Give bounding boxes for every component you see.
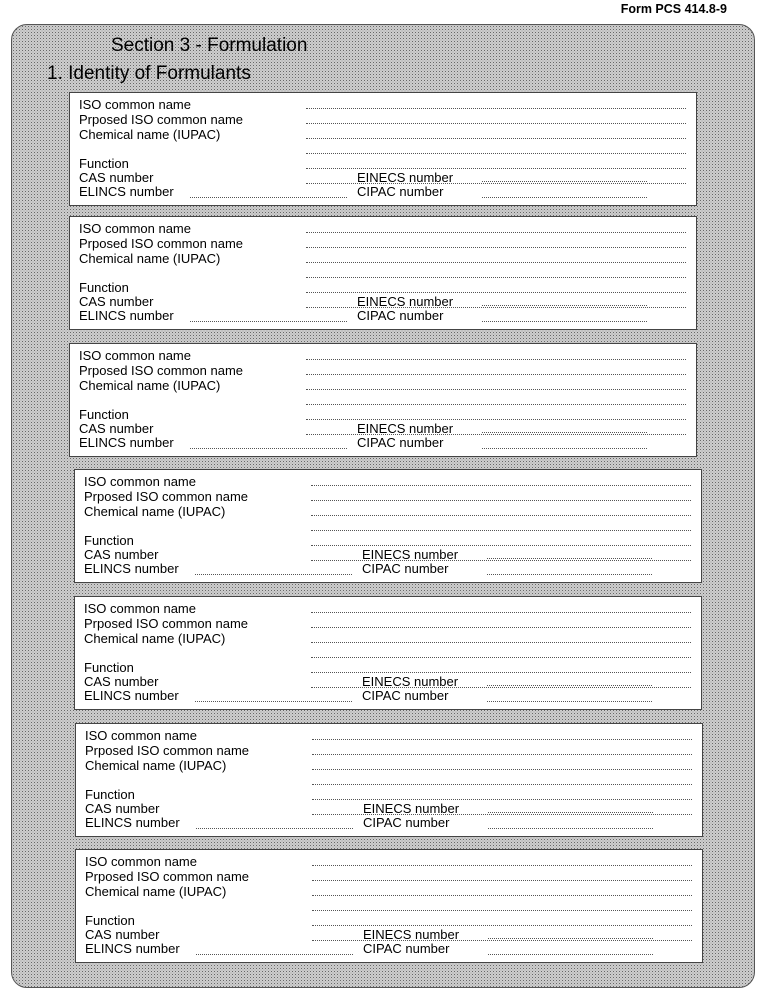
cas-number-label: CAS number [84,547,159,562]
chemical-name-field-line2[interactable] [312,784,692,785]
einecs-number-label: EINECS number [362,674,459,689]
formulant-box-5 [74,596,702,710]
chemical-name-field-line2[interactable] [312,910,692,911]
function-label: Function [84,660,134,675]
proposed-iso-name-label: Prposed ISO common name [85,869,250,884]
proposed-iso-name-label: Prposed ISO common name [79,363,244,378]
cipac-number-field[interactable] [488,954,653,955]
function-field[interactable] [306,292,686,293]
cipac-number-field[interactable] [482,197,647,198]
cipac-number-field[interactable] [482,448,647,449]
cipac-number-field[interactable] [487,574,652,575]
function-field[interactable] [312,925,692,926]
cipac-number-field[interactable] [487,701,652,702]
proposed-iso-name-label: Prposed ISO common name [79,236,244,251]
function-label: Function [79,407,129,422]
chemical-name-label: Chemical name (IUPAC) [79,378,221,393]
proposed-iso-name-field[interactable] [306,247,686,248]
chemical-name-field[interactable] [312,769,692,770]
elincs-number-field[interactable] [195,701,352,702]
iso-name-label: ISO common name [85,854,197,869]
cipac-number-field[interactable] [482,321,647,322]
cas-number-label: CAS number [79,421,154,436]
iso-name-label: ISO common name [85,728,197,743]
iso-name-field[interactable] [311,612,691,613]
chemical-name-label: Chemical name (IUPAC) [79,251,221,266]
iso-name-field[interactable] [312,739,692,740]
proposed-iso-name-field[interactable] [306,123,686,124]
cas-number-label: CAS number [79,294,154,309]
extra-field[interactable] [306,434,686,435]
chemical-name-field[interactable] [306,262,686,263]
formulant-box-6 [75,723,703,837]
chemical-name-label: Chemical name (IUPAC) [85,884,227,899]
elincs-number-field[interactable] [196,828,353,829]
chemical-name-field-line2[interactable] [306,277,686,278]
iso-name-label: ISO common name [84,601,196,616]
proposed-iso-name-label: Prposed ISO common name [84,489,249,504]
proposed-iso-name-label: Prposed ISO common name [84,616,249,631]
cipac-number-label: CIPAC number [363,815,450,830]
proposed-iso-name-field[interactable] [311,500,691,501]
elincs-number-label: ELINCS number [85,815,180,830]
einecs-number-field[interactable] [482,305,647,306]
extra-field[interactable] [311,560,691,561]
extra-field[interactable] [306,307,686,308]
function-field[interactable] [306,419,686,420]
formulant-box-7 [75,849,703,963]
extra-field[interactable] [306,183,686,184]
extra-field[interactable] [311,687,691,688]
form-id: Form PCS 414.8-9 [620,2,727,16]
elincs-number-field[interactable] [190,321,347,322]
elincs-number-field[interactable] [196,954,353,955]
function-field[interactable] [312,799,692,800]
iso-name-field[interactable] [306,108,686,109]
cipac-number-label: CIPAC number [357,308,444,323]
chemical-name-field-line2[interactable] [311,657,691,658]
elincs-number-label: ELINCS number [85,941,180,956]
einecs-number-field[interactable] [482,181,647,182]
chemical-name-label: Chemical name (IUPAC) [85,758,227,773]
cas-number-label: CAS number [79,170,154,185]
iso-name-field[interactable] [306,359,686,360]
section-title: Section 3 - Formulation [111,35,308,56]
proposed-iso-name-field[interactable] [312,880,692,881]
elincs-number-field[interactable] [190,197,347,198]
proposed-iso-name-field[interactable] [312,754,692,755]
proposed-iso-name-field[interactable] [311,627,691,628]
cas-number-label: CAS number [85,801,160,816]
chemical-name-label: Chemical name (IUPAC) [84,504,226,519]
cas-number-label: CAS number [85,927,160,942]
chemical-name-field-line2[interactable] [311,530,691,531]
elincs-number-label: ELINCS number [84,561,179,576]
chemical-name-field-line2[interactable] [306,404,686,405]
iso-name-field[interactable] [306,232,686,233]
extra-field[interactable] [312,814,692,815]
elincs-number-label: ELINCS number [79,184,174,199]
function-label: Function [85,913,135,928]
cipac-number-field[interactable] [488,828,653,829]
cas-number-label: CAS number [84,674,159,689]
chemical-name-field[interactable] [312,895,692,896]
einecs-number-label: EINECS number [357,170,454,185]
function-label: Function [84,533,134,548]
function-label: Function [79,156,129,171]
chemical-name-label: Chemical name (IUPAC) [84,631,226,646]
einecs-number-field[interactable] [487,558,652,559]
iso-name-field[interactable] [312,865,692,866]
function-field[interactable] [306,168,686,169]
extra-field[interactable] [312,940,692,941]
einecs-number-field[interactable] [487,685,652,686]
function-label: Function [85,787,135,802]
einecs-number-label: EINECS number [363,927,460,942]
einecs-number-field[interactable] [488,938,653,939]
einecs-number-field[interactable] [482,432,647,433]
iso-name-field[interactable] [311,485,691,486]
proposed-iso-name-label: Prposed ISO common name [79,112,244,127]
formulant-box-2 [69,216,697,330]
function-field[interactable] [311,672,691,673]
elincs-number-field[interactable] [190,448,347,449]
iso-name-label: ISO common name [84,474,196,489]
function-label: Function [79,280,129,295]
chemical-name-field[interactable] [311,642,691,643]
elincs-number-label: ELINCS number [79,308,174,323]
chemical-name-field[interactable] [311,515,691,516]
elincs-number-label: ELINCS number [79,435,174,450]
function-field[interactable] [311,545,691,546]
cipac-number-label: CIPAC number [357,184,444,199]
chemical-name-label: Chemical name (IUPAC) [79,127,221,142]
subsection-title: 1. Identity of Formulants [47,63,251,84]
proposed-iso-name-field[interactable] [306,374,686,375]
formulant-box-4 [74,469,702,583]
chemical-name-field[interactable] [306,138,686,139]
cipac-number-label: CIPAC number [362,688,449,703]
einecs-number-label: EINECS number [357,421,454,436]
elincs-number-label: ELINCS number [84,688,179,703]
iso-name-label: ISO common name [79,221,191,236]
formulant-box-3 [69,343,697,457]
elincs-number-field[interactable] [195,574,352,575]
cipac-number-label: CIPAC number [362,561,449,576]
formulant-box-1 [69,92,697,206]
einecs-number-label: EINECS number [357,294,454,309]
einecs-number-label: EINECS number [362,547,459,562]
einecs-number-label: EINECS number [363,801,460,816]
cipac-number-label: CIPAC number [363,941,450,956]
chemical-name-field-line2[interactable] [306,153,686,154]
iso-name-label: ISO common name [79,97,191,112]
cipac-number-label: CIPAC number [357,435,444,450]
proposed-iso-name-label: Prposed ISO common name [85,743,250,758]
einecs-number-field[interactable] [488,812,653,813]
iso-name-label: ISO common name [79,348,191,363]
chemical-name-field[interactable] [306,389,686,390]
